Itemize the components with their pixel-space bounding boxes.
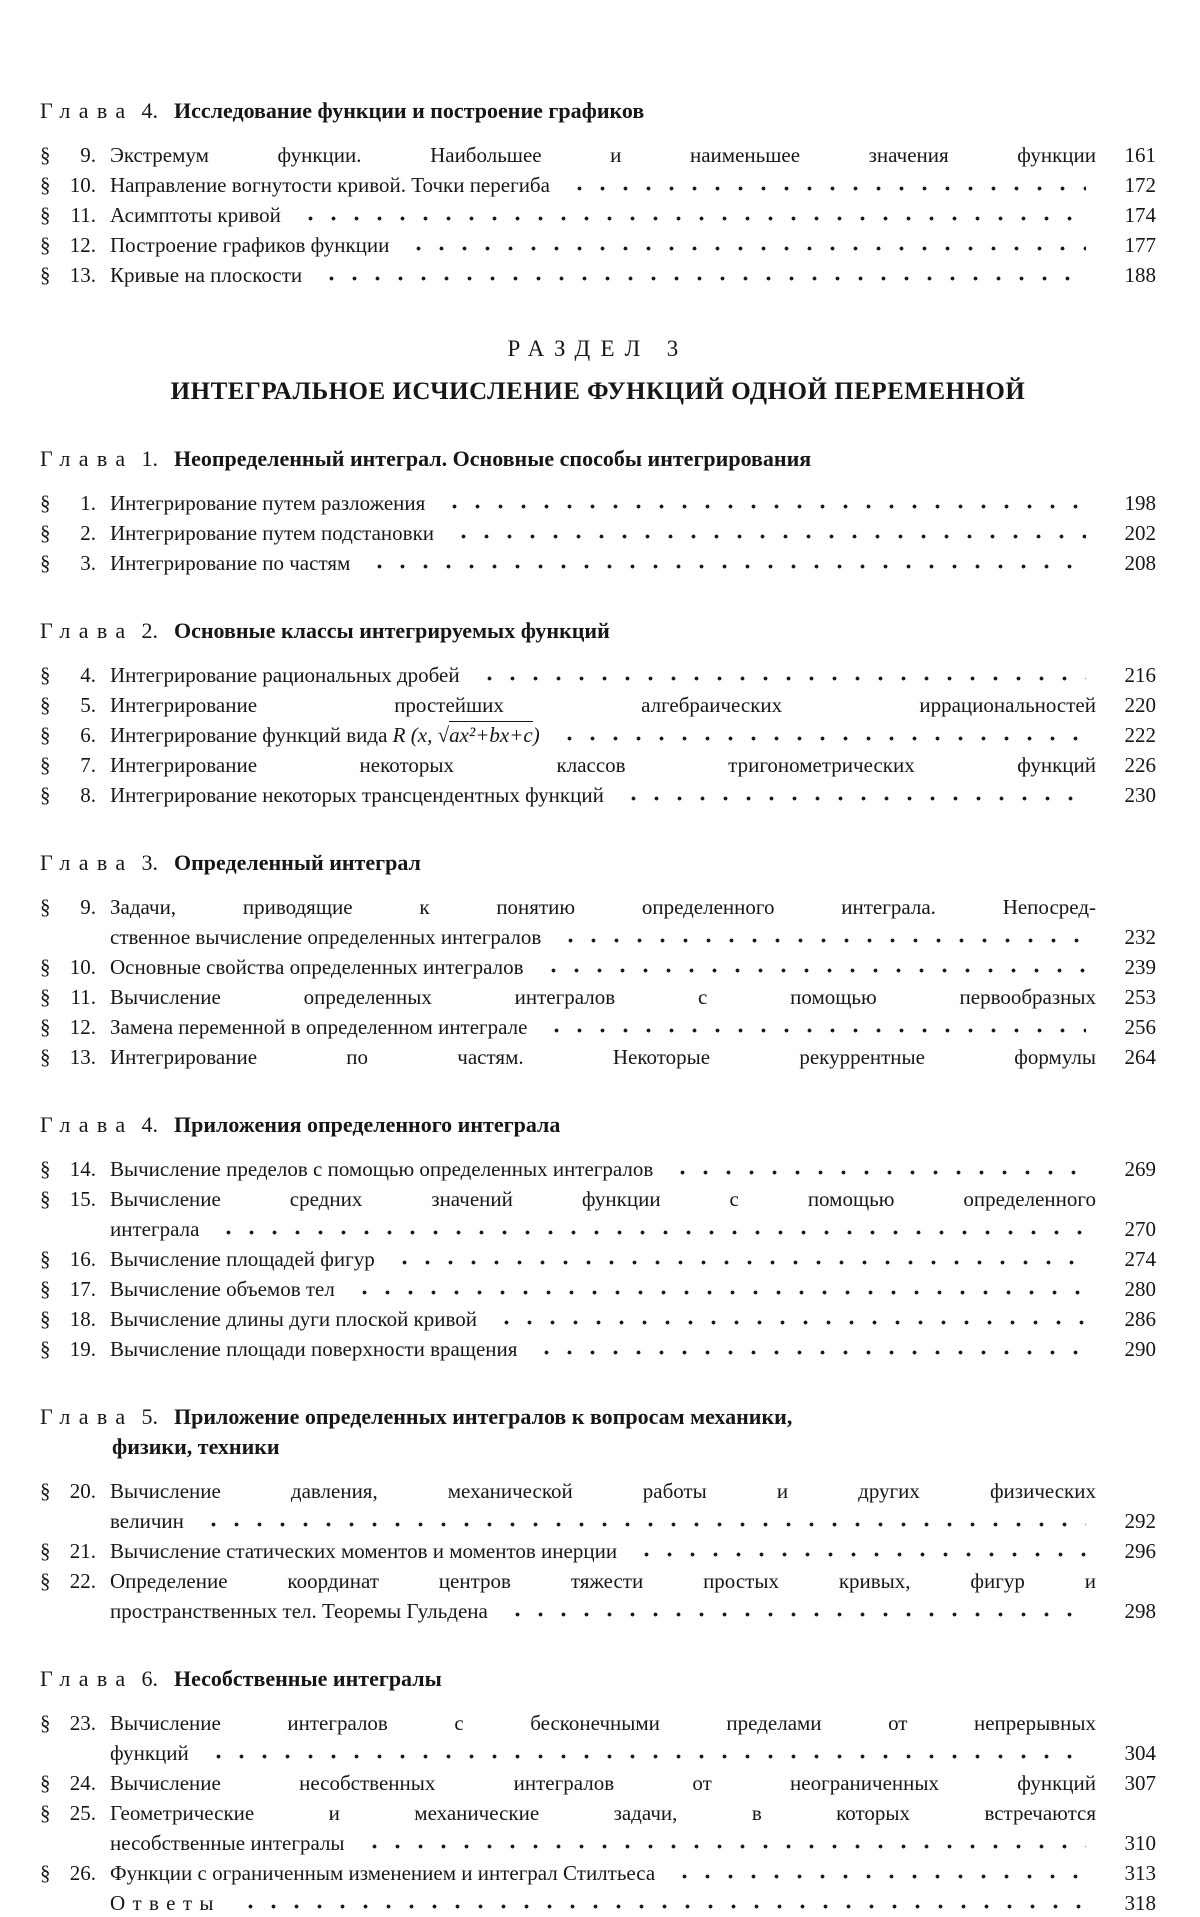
chapter-heading [40, 616, 1156, 646]
entry-text: Вычисление статических моментов и моментов инерции [110, 1539, 618, 1563]
entry-line [40, 1184, 1156, 1214]
chapter-word: Глава [40, 1112, 134, 1137]
entry-line [40, 1214, 1156, 1244]
chapter-heading-row [40, 444, 1156, 474]
dot-leader [353, 1288, 1086, 1297]
toc-entry [40, 1154, 1156, 1184]
dot-leader [363, 1842, 1086, 1851]
entry-text: Интегрирование по частям. Некоторые рекуррентные формулы [110, 1045, 1096, 1069]
chapter-number: 4. [141, 98, 158, 123]
toc-entry [40, 1566, 1156, 1626]
entry-text: интеграла [110, 1217, 200, 1241]
entry-line [40, 952, 1156, 982]
page-number: 230 [1124, 783, 1156, 807]
entry-text: Интегрирование путем подстановки [110, 521, 435, 545]
page-number: 253 [1124, 985, 1156, 1009]
dot-leader [495, 1318, 1086, 1327]
entry-text: Вычисление давления, механической работы и других физических [110, 1479, 1096, 1503]
dot-leader [217, 1228, 1086, 1237]
entry-text: Вычисление длины дуги плоской кривой [110, 1307, 478, 1331]
page-number: 198 [1124, 491, 1156, 515]
toc-entries [40, 892, 1156, 1072]
toc-entry [40, 140, 1156, 170]
entry-number: 13. [69, 263, 96, 287]
dot-leader [635, 1550, 1086, 1559]
chapter-label [40, 1664, 158, 1694]
entry-number: 18. [69, 1307, 96, 1331]
section-mark: § [40, 143, 51, 167]
toc-entry [40, 1858, 1156, 1888]
entry-number: 22. [69, 1569, 96, 1593]
page-number: 177 [1124, 233, 1156, 257]
chapter-title: Приложение определенных интегралов к вопросам механики, [173, 1404, 793, 1429]
chapter-label [40, 616, 158, 646]
entry-text: Геометрические и механические задачи, в которых встречаются [110, 1801, 1096, 1825]
page-number: 313 [1124, 1861, 1156, 1885]
dot-leader [671, 1168, 1086, 1177]
chapter-heading [40, 848, 1156, 878]
chapter-title: Приложения определенного интеграла [173, 1112, 561, 1137]
entry-number: 1. [80, 491, 96, 515]
entry-line [40, 1828, 1156, 1858]
chapter-label [40, 444, 158, 474]
entry-line [40, 1506, 1156, 1536]
chapter-heading-row [40, 1110, 1156, 1140]
page-number: 318 [1124, 1891, 1156, 1915]
entry-line [40, 1536, 1156, 1566]
toc-entries [40, 488, 1156, 578]
page-number: 239 [1124, 955, 1156, 979]
toc-entry [40, 1888, 1156, 1917]
toc-entries [40, 1708, 1156, 1917]
chapter-heading [40, 1110, 1156, 1140]
entry-number: 7. [80, 753, 96, 777]
entry-number: 13. [69, 1045, 96, 1069]
entry-line [40, 548, 1156, 578]
entry-number: 15. [69, 1187, 96, 1211]
entry-line [40, 488, 1156, 518]
section-mark: § [40, 521, 51, 545]
dot-leader [545, 1026, 1086, 1035]
section-mark: § [40, 233, 51, 257]
entry-number: 14. [69, 1157, 96, 1181]
entry-number: 6. [80, 723, 96, 747]
page-number: 232 [1124, 925, 1156, 949]
chapter-word: Глава [40, 98, 134, 123]
section-mark: § [40, 985, 51, 1009]
page-number: 220 [1124, 693, 1156, 717]
dot-leader [558, 734, 1086, 743]
toc-entry [40, 1708, 1156, 1768]
section-mark: § [40, 1337, 51, 1361]
toc-entry [40, 892, 1156, 952]
entry-number: 12. [69, 233, 96, 257]
dot-leader [299, 214, 1086, 223]
formula-part: , [427, 723, 438, 747]
formula-part: R [392, 723, 406, 747]
toc-entry [40, 1304, 1156, 1334]
entry-line [40, 1334, 1156, 1364]
entry-line [40, 260, 1156, 290]
page-number: 290 [1124, 1337, 1156, 1361]
entry-text: пространственных тел. Теоремы Гульдена [110, 1599, 488, 1623]
entry-number: 11. [70, 203, 96, 227]
entry-line [40, 1154, 1156, 1184]
dot-leader [478, 674, 1086, 683]
entry-text: Интегрирование путем разложения [110, 491, 426, 515]
section-mark: § [40, 1801, 51, 1825]
dot-leader [673, 1872, 1086, 1881]
entry-number: 3. [80, 551, 96, 575]
chapter-heading-row [40, 848, 1156, 878]
dot-leader [393, 1258, 1086, 1267]
entry-line [40, 982, 1156, 1012]
page-number: 310 [1124, 1831, 1156, 1855]
part-heading: РАЗДЕЛ 3 [507, 336, 689, 361]
chapter-number: 6. [141, 1666, 158, 1691]
entry-text: Построение графиков функции [110, 233, 390, 257]
section-mark: § [40, 1479, 51, 1503]
toc-entry [40, 518, 1156, 548]
section-mark: § [40, 1861, 51, 1885]
toc-entry [40, 1798, 1156, 1858]
section-mark: § [40, 1015, 51, 1039]
page-number: 269 [1124, 1157, 1156, 1181]
page-number: 161 [1124, 143, 1156, 167]
entry-line [40, 780, 1156, 810]
entry-line [40, 230, 1156, 260]
toc-entries [40, 660, 1156, 810]
chapter-number: 5. [141, 1404, 158, 1429]
entry-text: Основные свойства определенных интегралов [110, 955, 524, 979]
entry-number: 10. [69, 955, 96, 979]
entry-line [40, 922, 1156, 952]
dot-leader [407, 244, 1086, 253]
chapter-heading [40, 96, 1156, 126]
chapter-title: Несобственные интегралы [173, 1666, 442, 1691]
toc-entries [40, 140, 1156, 290]
page-number: 270 [1124, 1217, 1156, 1241]
dot-leader [622, 794, 1086, 803]
dot-leader [202, 1520, 1086, 1529]
toc-entry [40, 230, 1156, 260]
formula-part: x [417, 723, 428, 747]
toc-entries [40, 1154, 1156, 1364]
entry-line [40, 1858, 1156, 1888]
dot-leader [443, 502, 1086, 511]
entry-line [40, 720, 1156, 750]
chapter-word: Глава [40, 618, 134, 643]
chapter-word: Глава [40, 1666, 134, 1691]
chapter-number: 3. [141, 850, 158, 875]
chapter-heading-row [40, 1402, 1156, 1432]
entry-text: Интегрирование простейших алгебраических иррациональностей [110, 693, 1096, 717]
entry-line [40, 1768, 1156, 1798]
entry-line [40, 1274, 1156, 1304]
chapter-word: Глава [40, 446, 134, 471]
dot-leader [207, 1752, 1086, 1761]
toc-entry [40, 720, 1156, 750]
toc-entry [40, 260, 1156, 290]
entry-text: Интегрирование по частям [110, 551, 351, 575]
entry-text: Задачи, приводящие к понятию определенного интеграла. Непосред- [110, 895, 1096, 919]
entry-line [40, 1566, 1156, 1596]
page-number: 298 [1124, 1599, 1156, 1623]
page-number: 216 [1124, 663, 1156, 687]
entry-text: Направление вогнутости кривой. Точки перегиба [110, 173, 550, 197]
entry-number: 5. [80, 693, 96, 717]
dot-leader [239, 1902, 1086, 1911]
entry-line [40, 518, 1156, 548]
entry-text: Интегрирование некоторых классов тригонометрических функций [110, 753, 1096, 777]
section-mark: § [40, 491, 51, 515]
entry-line [40, 1012, 1156, 1042]
section-mark: § [40, 1711, 51, 1735]
toc-entry [40, 1274, 1156, 1304]
dot-leader [559, 936, 1086, 945]
section-mark: § [40, 203, 51, 227]
toc-entry [40, 200, 1156, 230]
entry-line [40, 1304, 1156, 1334]
chapter-number: 1. [141, 446, 158, 471]
chapter-heading-row [40, 616, 1156, 646]
toc-entry [40, 1334, 1156, 1364]
entry-text: Асимптоты кривой [110, 203, 281, 227]
formula-part: ax²+bx+c [449, 723, 533, 747]
chapter-label [40, 1110, 158, 1140]
page-number: 274 [1124, 1247, 1156, 1271]
entry-text: Интегрирование некоторых трансцендентных функций [110, 783, 604, 807]
entry-number: 10. [69, 173, 96, 197]
entry-line [40, 690, 1156, 720]
section-mark: § [40, 1569, 51, 1593]
page-number: 202 [1124, 521, 1156, 545]
section-mark: § [40, 1771, 51, 1795]
page-number: 304 [1124, 1741, 1156, 1765]
chapter-number: 2. [141, 618, 158, 643]
entry-number: 8. [80, 783, 96, 807]
entry-line [40, 1738, 1156, 1768]
chapter-heading-row [40, 1664, 1156, 1694]
entry-text: ственное вычисление определенных интегралов [110, 925, 542, 949]
entry-text: Функции с ограниченным изменением и интеграл Стилтьеса [110, 1861, 656, 1885]
entry-text: Вычисление площадей фигур [110, 1247, 375, 1271]
section-mark: § [40, 783, 51, 807]
entry-number: 19. [69, 1337, 96, 1361]
page-number: 256 [1124, 1015, 1156, 1039]
toc-entry [40, 952, 1156, 982]
entry-line [40, 1708, 1156, 1738]
entry-number: 9. [80, 895, 96, 919]
page-number: 188 [1124, 263, 1156, 287]
entry-line [40, 170, 1156, 200]
section-mark: § [40, 1157, 51, 1181]
entry-number: 21. [69, 1539, 96, 1563]
entry-text: Вычисление средних значений функции с помощью определенного [110, 1187, 1096, 1211]
entry-number: 12. [69, 1015, 96, 1039]
toc-entry [40, 982, 1156, 1012]
chapter-label [40, 848, 158, 878]
formula-part: ) [532, 723, 540, 747]
toc-entry [40, 1042, 1156, 1072]
entry-number: 2. [80, 521, 96, 545]
formula-part: ( [405, 723, 418, 747]
entry-text: Вычисление интегралов с бесконечными пределами от непрерывных [110, 1711, 1096, 1735]
entry-text: Вычисление пределов с помощью определенных интегралов [110, 1157, 654, 1181]
toc-entry [40, 750, 1156, 780]
entry-number: 16. [69, 1247, 96, 1271]
section-mark: § [40, 1045, 51, 1069]
entry-line [40, 1244, 1156, 1274]
section-mark: § [40, 663, 51, 687]
formula-part: √ [437, 723, 450, 747]
entry-text: Ответы [110, 1891, 221, 1915]
page-number: 292 [1124, 1509, 1156, 1533]
toc-entry [40, 780, 1156, 810]
section-mark: § [40, 753, 51, 777]
entry-line [40, 1476, 1156, 1506]
page-number: 286 [1124, 1307, 1156, 1331]
entry-line [40, 1042, 1156, 1072]
entry-text: Экстремум функции. Наибольшее и наименьшее значения функции [110, 143, 1096, 167]
entry-line [40, 750, 1156, 780]
toc-entry [40, 690, 1156, 720]
chapter-title: Основные классы интегрируемых функций [173, 618, 610, 643]
entry-line [40, 1888, 1156, 1917]
entry-text: Определение координат центров тяжести простых кривых, фигур и [110, 1569, 1096, 1593]
entry-line [40, 140, 1156, 170]
dot-leader [506, 1610, 1086, 1619]
chapter-title: Исследование функции и построение графиков [173, 98, 645, 123]
dot-leader [368, 562, 1086, 571]
entry-number: 24. [69, 1771, 96, 1795]
entry-text: Вычисление определенных интегралов с помощью первообразных [110, 985, 1096, 1009]
entry-text: Замена переменной в определенном интеграле [110, 1015, 528, 1039]
dot-leader [452, 532, 1086, 541]
chapter-word: Глава [40, 850, 134, 875]
entry-text-part: Интегрирование функций вида [110, 723, 393, 747]
dot-leader [568, 184, 1086, 193]
entry-text: несобственные интегралы [110, 1831, 345, 1855]
page-number: 296 [1124, 1539, 1156, 1563]
toc-entry [40, 1768, 1156, 1798]
toc-entry [40, 1012, 1156, 1042]
section-mark: § [40, 551, 51, 575]
entry-text: величин [110, 1509, 184, 1533]
entry-line [40, 1798, 1156, 1828]
dot-leader [535, 1348, 1086, 1357]
section-mark: § [40, 263, 51, 287]
chapter-title: Неопределенный интеграл. Основные способы интегрирования [173, 446, 812, 471]
dot-leader [542, 966, 1086, 975]
entry-line [40, 1596, 1156, 1626]
entry-number: 20. [69, 1479, 96, 1503]
part-title: ИНТЕГРАЛЬНОЕ ИСЧИСЛЕНИЕ ФУНКЦИЙ ОДНОЙ ПЕРЕМЕННОЙ [170, 378, 1026, 405]
entry-line [40, 660, 1156, 690]
entry-text: Вычисление объемов тел [110, 1277, 335, 1301]
page-number: 222 [1124, 723, 1156, 747]
entry-text [110, 720, 540, 750]
toc-entry [40, 1184, 1156, 1244]
entry-number: 11. [70, 985, 96, 1009]
chapter-title: Определенный интеграл [173, 850, 421, 875]
toc-entry [40, 548, 1156, 578]
entry-text: Вычисление несобственных интегралов от неограниченных функций [110, 1771, 1096, 1795]
toc-entry [40, 1244, 1156, 1274]
toc [40, 96, 1156, 1917]
toc-entry [40, 1476, 1156, 1536]
toc-entry [40, 488, 1156, 518]
chapter-word: Глава [40, 1404, 134, 1429]
entry-text: Кривые на плоскости [110, 263, 303, 287]
section-mark: § [40, 173, 51, 197]
toc-entries [40, 1476, 1156, 1626]
section-mark: § [40, 1247, 51, 1271]
entry-text: Вычисление площади поверхности вращения [110, 1337, 518, 1361]
section-mark: § [40, 1539, 51, 1563]
section-mark: § [40, 895, 51, 919]
page-number: 226 [1124, 753, 1156, 777]
page-number: 264 [1124, 1045, 1156, 1069]
page-number: 280 [1124, 1277, 1156, 1301]
toc-entry [40, 660, 1156, 690]
section-mark: § [40, 1277, 51, 1301]
entry-number: 17. [69, 1277, 96, 1301]
page-number: 208 [1124, 551, 1156, 575]
entry-number: 4. [80, 663, 96, 687]
entry-number: 25. [69, 1801, 96, 1825]
toc-entry [40, 1536, 1156, 1566]
entry-text: функций [110, 1741, 189, 1765]
entry-line [40, 200, 1156, 230]
chapter-title-continuation: физики, техники [112, 1434, 280, 1459]
entry-number: 9. [80, 143, 96, 167]
section-mark: § [40, 693, 51, 717]
section-mark: § [40, 723, 51, 747]
dot-leader [320, 274, 1086, 283]
chapter-label [40, 1402, 158, 1432]
entry-number: 26. [69, 1861, 96, 1885]
page-number: 307 [1124, 1771, 1156, 1795]
toc-entry [40, 170, 1156, 200]
chapter-heading-row [40, 96, 1156, 126]
chapter-heading [40, 1664, 1156, 1694]
section-mark: § [40, 955, 51, 979]
chapter-heading [40, 1402, 1156, 1462]
entry-line [40, 892, 1156, 922]
section-mark: § [40, 1187, 51, 1211]
chapter-number: 4. [141, 1112, 158, 1137]
entry-number: 23. [69, 1711, 96, 1735]
page-number: 172 [1124, 173, 1156, 197]
chapter-heading [40, 444, 1156, 474]
section-mark: § [40, 1307, 51, 1331]
page-number: 174 [1124, 203, 1156, 227]
entry-text: Интегрирование рациональных дробей [110, 663, 460, 687]
chapter-label [40, 96, 158, 126]
